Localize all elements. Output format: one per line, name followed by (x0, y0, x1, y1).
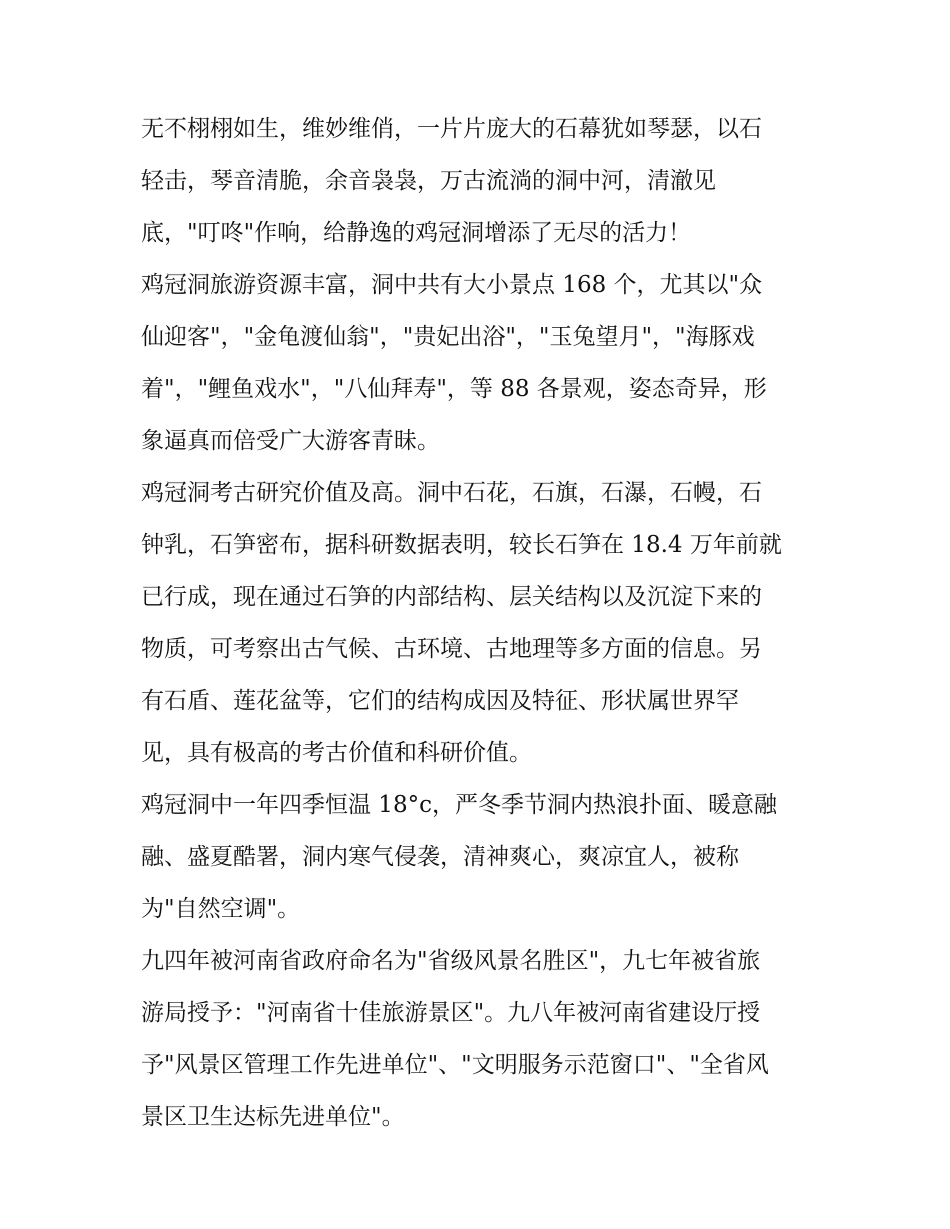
text-line: 物质，可考察出古气候、古环境、古地理等多方面的信息。另 (141, 636, 762, 662)
text-line: 鸡冠洞中一年四季恒温 18°c，严冬季节洞内热浪扑面、暖意融 (141, 792, 777, 818)
text-line: 已行成，现在通过石笋的内部结构、层关结构以及沉淀下来的 (141, 584, 762, 610)
text-line: 钟乳，石笋密布，据科研数据表明，较长石笋在 18.4 万年前就 (141, 532, 782, 558)
text-line: 游局授予："河南省十佳旅游景区"。九八年被河南省建设厅授 (141, 1000, 761, 1026)
text-line: 九四年被河南省政府命名为"省级风景名胜区"，九七年被省旅 (141, 948, 761, 974)
paragraph (141, 259, 813, 467)
text-line: 鸡冠洞考古研究价值及高。洞中石花，石旗，石瀑，石幔，石 (141, 480, 762, 506)
text-line: 有石盾、莲花盆等，它们的结构成因及特征、形状属世界罕 (141, 688, 739, 714)
text-line: 轻击，琴音清脆，余音袅袅，万古流淌的洞中河，清澈见 (141, 168, 716, 194)
document-body (141, 103, 813, 1143)
text-line: 为"自然空调"。 (141, 896, 301, 922)
text-line: 景区卫生达标先进单位"。 (141, 1104, 405, 1130)
text-line: 着"，"鲤鱼戏水"，"八仙拜寿"，等 88 各景观，姿态奇异，形 (141, 376, 767, 402)
text-line: 底，"叮咚"作响，给静逸的鸡冠洞增添了无尽的活力！ (141, 220, 692, 246)
paragraph (141, 103, 813, 259)
paragraph (141, 779, 813, 935)
text-line: 见，具有极高的考古价值和科研价值。 (141, 740, 532, 766)
text-line: 予"风景区管理工作先进单位"、"文明服务示范窗口"、"全省风 (141, 1052, 769, 1078)
text-line: 象逼真而倍受广大游客青昧。 (141, 428, 440, 454)
text-line: 鸡冠洞旅游资源丰富，洞中共有大小景点 168 个，尤其以"众 (141, 272, 763, 298)
text-line: 无不栩栩如生，维妙维俏，一片片庞大的石幕犹如琴瑟，以石 (141, 116, 762, 142)
text-line: 仙迎客"，"金龟渡仙翁"，"贵妃出浴"，"玉兔望月"，"海豚戏 (141, 324, 755, 350)
paragraph (141, 467, 813, 779)
text-line: 融、盛夏酷署，洞内寒气侵袭，清神爽心，爽凉宜人，被称 (141, 844, 739, 870)
paragraph (141, 935, 813, 1143)
